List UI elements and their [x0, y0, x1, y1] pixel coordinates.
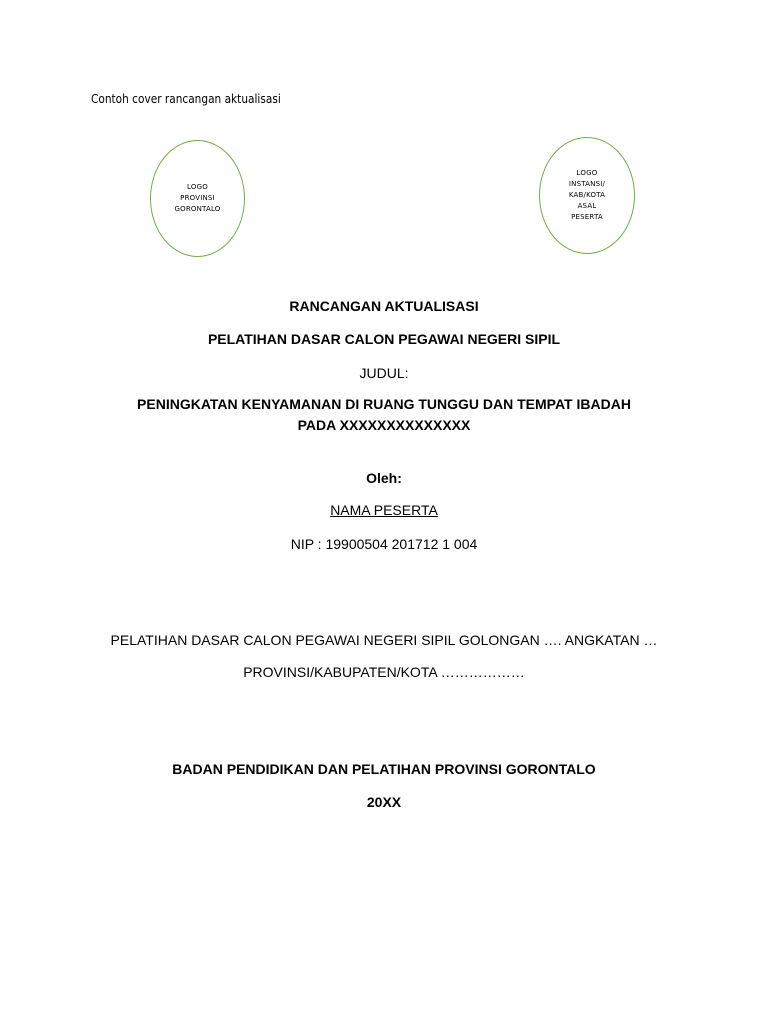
badan-line: BADAN PENDIDIKAN DAN PELATIHAN PROVINSI GORONTALO — [172, 761, 596, 777]
oleh-label: Oleh: — [366, 470, 402, 486]
judul-label: JUDUL: — [359, 365, 409, 381]
pelatihan-line: PELATIHAN DASAR CALON PEGAWAI NEGERI SIPIL GOLONGAN …. ANGKATAN … — [110, 632, 658, 648]
judul-line-1: PENINGKATAN KENYAMANAN DI RUANG TUNGGU DAN TEMPAT IBADAH — [137, 396, 631, 412]
logo-instansi-label: LOGO INSTANSI/ KAB/KOTA ASAL PESERTA — [568, 169, 606, 221]
cover-title: RANCANGAN AKTUALISASI — [289, 298, 479, 314]
logo-provinsi-placeholder — [150, 140, 245, 257]
year-line: 20XX — [366, 794, 402, 810]
nama-peserta — [0, 502, 768, 518]
judul-line-2: PADA XXXXXXXXXXXXXX — [297, 417, 471, 433]
cover-subtitle: PELATIHAN DASAR CALON PEGAWAI NEGERI SIPIL — [207, 331, 561, 347]
provinsi-line: PROVINSI/KABUPATEN/KOTA ……………… — [243, 664, 525, 680]
logo-instansi-placeholder — [539, 137, 635, 254]
nama-peserta-text: NAMA PESERTA — [330, 502, 438, 518]
nip-text: NIP : 19900504 201712 1 004 — [290, 536, 478, 552]
logo-provinsi-label: LOGO PROVINSI GORONTALO — [174, 183, 221, 213]
caption-text: Contoh cover rancangan aktualisasi — [91, 92, 281, 106]
